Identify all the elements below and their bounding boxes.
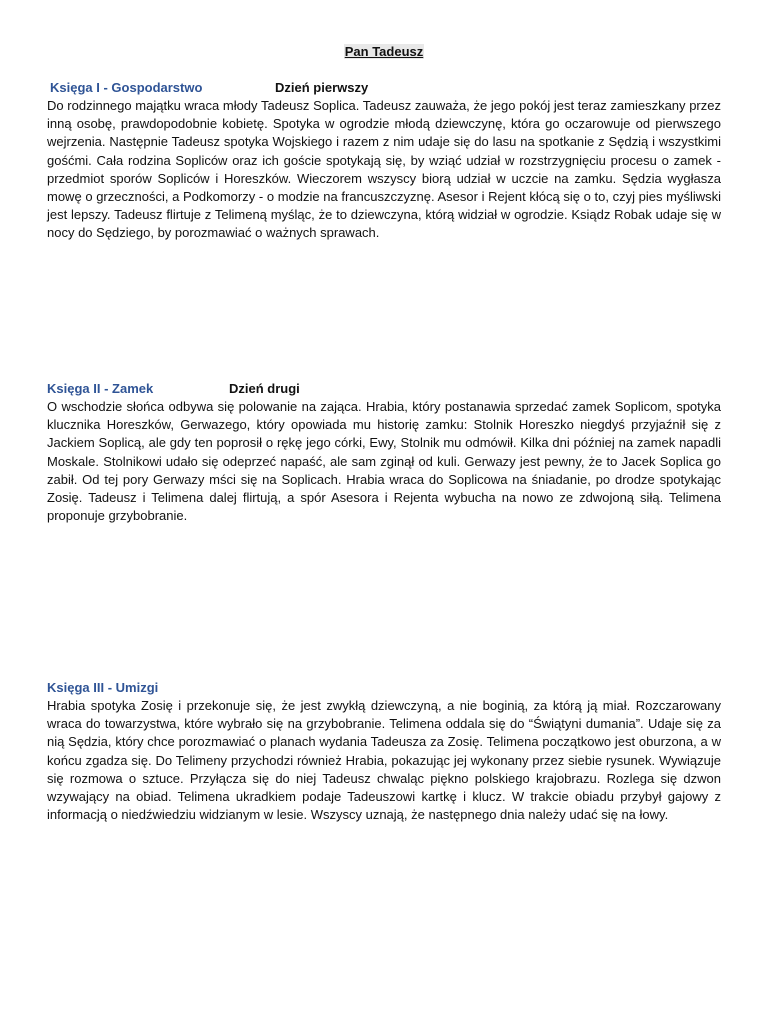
section-text: Hrabia spotyka Zosię i przekonuje się, że jest zwykłą dziewczyną, a nie boginią, za którą ją miał. Rozczarowany wraca do towarzystwa, które wybrało się na grzybobranie. Telimena oddala się do “Świątyni dumania”. Udaje się za nią Sędzia, który chce porozmawiać o planach wydania Tadeusza za Zosię. Telimena początkowo jest oburzona, a w końcu zgadza się. Do Telimeny przychodzi również Hrabia, pokazując jej wykonany przez siebie rysunek. Wywiązuje się rozmowa o sztuce. Przyłącza się do niej Tadeusz chwaląc piękno polskiego krajobrazu. Rozlega się dzwon wzywający na obiad. Telimena ukradkiem podaje Tadeuszowi kartkę i klucz. W trakcie obiadu przybył gajowy z informacją o niedźwiedziu widzianym w lesie. Wszyscy uznają, że następnego dnia należy udać się na łowy.	[47, 698, 721, 823]
section-heading	[47, 380, 721, 398]
section-book-2	[47, 380, 721, 525]
section-text: Do rodzinnego majątku wraca młody Tadeusz Soplica. Tadeusz zauważa, że jego pokój jest teraz zamieszkany przez inną osobę, prawdopodobnie kobietę. Spotyka w ogrodzie młodą dziewczynę, która go oczarowuje od pierwszego wejrzenia. Następnie Tadeusz spotyka Wojskiego i razem z nim udaje się do lasu na spotkanie z Sędzią i wszystkimi gośćmi. Cała rodzina Sopliców oraz ich goście spotykają się, by wziąć udział w rozstrzygnięciu procesu o zamek - przedmiot sporów Sopliców i Horeszków. Wieczorem wszyscy biorą udział w uczcie na zamku. Sędzia wygłasza mowę o grzeczności, a Podkomorzy - o modzie na francuszczyznę. Asesor i Rejent kłócą się o to, czyj pies myśliwski jest lepszy. Tadeusz flirtuje z Telimeną myśląc, że to dziewczyna, którą widział w ogrodzie. Ksiądz Robak udaje się w nocy do Sędziego, by porozmawiać o ważnych sprawach.	[47, 98, 721, 241]
book-title: Księga II - Zamek	[47, 381, 154, 396]
section-book-3	[47, 679, 721, 824]
book-title: Księga III - Umizgi	[47, 680, 159, 695]
document-title	[0, 44, 768, 60]
section-heading	[47, 79, 721, 97]
section-text: O wschodzie słońca odbywa się polowanie na zająca. Hrabia, który postanawia sprzedać zamek Soplicom, spotyka klucznika Horeszków, Gerwazego, który opowiada mu historię zamku: Stolnik Horeszko niegdyś przyjaźnił się z Jackiem Soplicą, ale gdy ten poprosił o rękę jego córki, Ewy, Stolnik mu odmówił. Kilka dni później na zamek napadli Moskale. Stolnikowi udało się odeprzeć napaść, ale sam zginął od kuli. Gerwazy jest pewny, że to Jacek Soplica go zabił. Od tej pory Gerwazy mści się na Soplicach. Hrabia wraca do Soplicowa na śniadanie, po drodze spotykając Zosię. Tadeusz i Telimena dalej flirtują, a spór Asesora i Rejenta wybucha na nowo ze zdwojoną siłą. Telimena proponuje grzybobranie.	[47, 399, 721, 524]
section-book-1	[47, 79, 721, 243]
day-title: Dzień pierwszy	[275, 80, 369, 95]
day-title: Dzień drugi	[229, 381, 300, 396]
book-title: Księga I - Gospodarstwo	[50, 80, 203, 95]
document-title-text: Pan Tadeusz	[344, 44, 424, 59]
section-heading	[47, 679, 721, 697]
